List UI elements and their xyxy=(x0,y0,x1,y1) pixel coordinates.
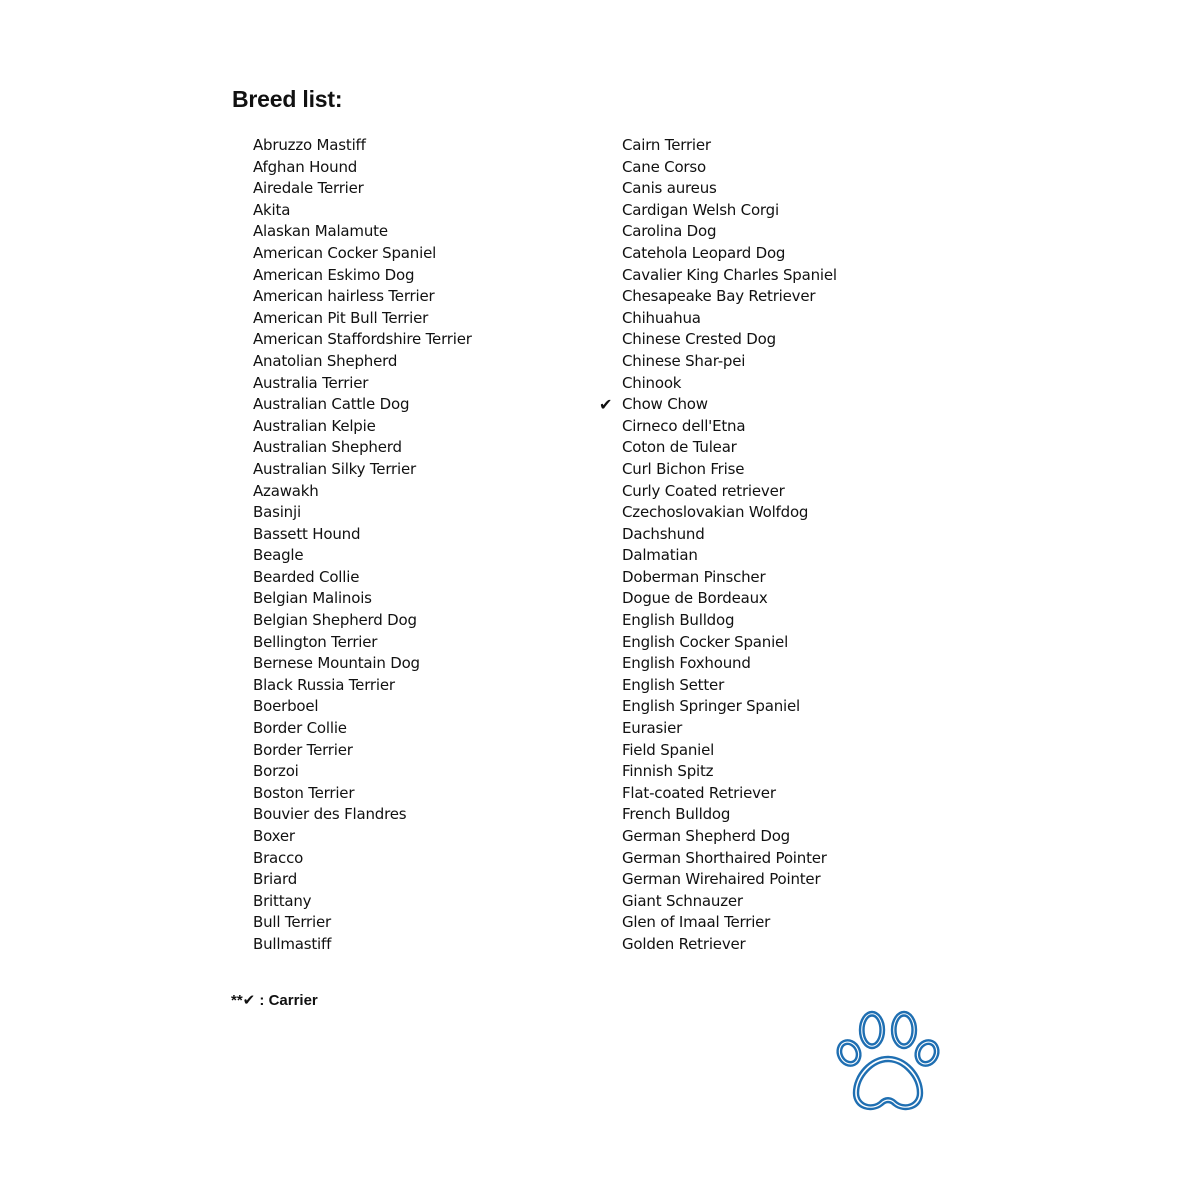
breed-name: American Cocker Spaniel xyxy=(253,243,437,262)
breed-item xyxy=(622,653,837,675)
breed-name: Doberman Pinscher xyxy=(622,567,766,586)
breed-item xyxy=(622,481,837,503)
breed-item xyxy=(622,891,837,913)
breed-name: Coton de Tulear xyxy=(622,438,737,457)
breed-name: Canis aureus xyxy=(622,179,717,198)
breed-name: Airedale Terrier xyxy=(253,179,364,198)
breed-name: Australian Silky Terrier xyxy=(253,459,416,478)
breed-name: Basinji xyxy=(253,503,301,522)
breed-item xyxy=(622,912,837,934)
breed-column-left xyxy=(253,135,472,956)
breed-item xyxy=(622,329,837,351)
breed-name: Boston Terrier xyxy=(253,783,355,802)
breed-name: Czechoslovakian Wolfdog xyxy=(622,503,809,522)
breed-item xyxy=(253,221,472,243)
breed-name: Cardigan Welsh Corgi xyxy=(622,200,779,219)
breed-item xyxy=(622,740,837,762)
breed-name: Boerboel xyxy=(253,697,319,716)
breed-item xyxy=(253,567,472,589)
breed-name: Border Terrier xyxy=(253,740,353,759)
breed-name: American Pit Bull Terrier xyxy=(253,308,429,327)
breed-item xyxy=(622,459,837,481)
breed-item xyxy=(253,934,472,956)
breed-item xyxy=(253,610,472,632)
breed-name: Chesapeake Bay Retriever xyxy=(622,287,816,306)
breed-name: Belgian Malinois xyxy=(253,589,372,608)
breed-item xyxy=(253,675,472,697)
breed-name: English Cocker Spaniel xyxy=(622,632,789,651)
breed-name: Brittany xyxy=(253,891,312,910)
breed-item xyxy=(253,588,472,610)
breed-name: Bassett Hound xyxy=(253,524,361,543)
breed-item xyxy=(253,545,472,567)
breed-name: Curl Bichon Frise xyxy=(622,459,745,478)
breed-item xyxy=(253,243,472,265)
breed-name: Cirneco dell'Etna xyxy=(622,416,746,435)
breed-name: Australia Terrier xyxy=(253,373,369,392)
breed-item xyxy=(253,912,472,934)
breed-item xyxy=(622,265,837,287)
breed-item xyxy=(622,610,837,632)
breed-item xyxy=(253,804,472,826)
breed-name: Bull Terrier xyxy=(253,913,331,932)
breed-name: Cairn Terrier xyxy=(622,136,711,154)
breed-item xyxy=(622,308,837,330)
breed-name: Bearded Collie xyxy=(253,567,360,586)
breed-item xyxy=(622,157,837,179)
breed-item xyxy=(253,373,472,395)
breed-name: Cane Corso xyxy=(622,157,706,176)
breed-name: Akita xyxy=(253,200,291,219)
breed-item xyxy=(622,934,837,956)
breed-name: Chinese Crested Dog xyxy=(622,330,776,349)
page-title: Breed list: xyxy=(232,86,343,112)
breed-name: Chinese Shar-pei xyxy=(622,351,746,370)
breed-name: Abruzzo Mastiff xyxy=(253,136,366,154)
breed-name: Boxer xyxy=(253,827,295,845)
breed-item xyxy=(622,221,837,243)
breed-name: Border Collie xyxy=(253,719,347,738)
breed-item xyxy=(253,308,472,330)
breed-item xyxy=(253,848,472,870)
breed-name: Australian Shepherd xyxy=(253,438,402,457)
breed-item xyxy=(599,394,837,416)
breed-name: Borzoi xyxy=(253,762,299,781)
breed-name: Black Russia Terrier xyxy=(253,675,395,694)
breed-item xyxy=(253,869,472,891)
breed-name: Australian Cattle Dog xyxy=(253,395,410,414)
breed-item xyxy=(253,351,472,373)
breed-name: English Setter xyxy=(622,675,725,694)
breed-item xyxy=(253,394,472,416)
breed-item xyxy=(253,135,472,157)
breed-name: French Bulldog xyxy=(622,805,731,824)
breed-name: Bellington Terrier xyxy=(253,632,378,651)
breed-name: Golden Retriever xyxy=(622,934,746,953)
breed-name: Bernese Mountain Dog xyxy=(253,654,420,673)
breed-name: Curly Coated retriever xyxy=(622,481,785,500)
breed-name: Catehola Leopard Dog xyxy=(622,243,786,262)
breed-item xyxy=(622,675,837,697)
breed-item xyxy=(253,178,472,200)
paw-print-icon xyxy=(832,1005,944,1117)
breed-item xyxy=(622,567,837,589)
breed-item xyxy=(622,632,837,654)
breed-item xyxy=(253,157,472,179)
breed-name: Giant Schnauzer xyxy=(622,891,743,910)
breed-name: German Wirehaired Pointer xyxy=(622,870,821,889)
breed-name: Azawakh xyxy=(253,481,319,500)
breed-item xyxy=(253,416,472,438)
breed-name: Bullmastiff xyxy=(253,934,332,953)
breed-name: Dogue de Bordeaux xyxy=(622,589,768,608)
breed-item xyxy=(253,826,472,848)
breed-item xyxy=(253,459,472,481)
breed-item xyxy=(253,502,472,524)
breed-item xyxy=(253,653,472,675)
breed-item xyxy=(253,524,472,546)
breed-item xyxy=(622,243,837,265)
breed-item xyxy=(253,891,472,913)
breed-item xyxy=(622,804,837,826)
breed-name: Chinook xyxy=(622,373,682,392)
breed-name: Chihuahua xyxy=(622,308,701,327)
breed-item xyxy=(622,286,837,308)
breed-item xyxy=(622,718,837,740)
breed-item xyxy=(253,437,472,459)
breed-name: Belgian Shepherd Dog xyxy=(253,611,417,630)
breed-item xyxy=(253,329,472,351)
breed-name: Field Spaniel xyxy=(622,740,715,759)
breed-item xyxy=(253,718,472,740)
breed-item xyxy=(622,437,837,459)
breed-name: English Bulldog xyxy=(622,611,735,630)
breed-name: Australian Kelpie xyxy=(253,416,376,435)
breed-item xyxy=(253,481,472,503)
breed-name: Finnish Spitz xyxy=(622,762,714,781)
carrier-legend: **✔ : Carrier xyxy=(231,992,318,1009)
breed-item xyxy=(622,373,837,395)
breed-name: Bracco xyxy=(253,848,304,867)
breed-name: Briard xyxy=(253,870,298,889)
breed-item xyxy=(622,416,837,438)
carrier-check-icon: ✔ xyxy=(599,395,613,415)
breed-name: Chow Chow xyxy=(622,395,708,414)
breed-item xyxy=(622,783,837,805)
breed-name: German Shepherd Dog xyxy=(622,827,790,845)
breed-item xyxy=(622,178,837,200)
breed-name: Flat-coated Retriever xyxy=(622,783,776,802)
breed-name: Beagle xyxy=(253,546,304,565)
breed-item xyxy=(622,848,837,870)
breed-name: Glen of Imaal Terrier xyxy=(622,913,771,932)
breed-name: Dachshund xyxy=(622,524,705,543)
breed-item xyxy=(622,761,837,783)
breed-item xyxy=(622,588,837,610)
breed-name: English Foxhound xyxy=(622,654,751,673)
breed-name: Bouvier des Flandres xyxy=(253,805,407,824)
breed-name: Eurasier xyxy=(622,719,683,738)
breed-name: American hairless Terrier xyxy=(253,287,435,306)
breed-name: Carolina Dog xyxy=(622,222,717,241)
breed-item xyxy=(253,696,472,718)
breed-name: German Shorthaired Pointer xyxy=(622,848,827,867)
breed-item xyxy=(622,502,837,524)
breed-item xyxy=(622,696,837,718)
breed-item xyxy=(253,783,472,805)
breed-name: American Eskimo Dog xyxy=(253,265,415,284)
breed-name: Anatolian Shepherd xyxy=(253,351,398,370)
breed-item xyxy=(253,632,472,654)
breed-item xyxy=(253,265,472,287)
breed-item xyxy=(253,761,472,783)
breed-name: Dalmatian xyxy=(622,546,698,565)
breed-item xyxy=(253,286,472,308)
breed-column-right xyxy=(599,135,837,956)
breed-item xyxy=(622,869,837,891)
breed-name: Cavalier King Charles Spaniel xyxy=(622,265,837,284)
breed-item xyxy=(622,524,837,546)
breed-item xyxy=(622,135,837,157)
breed-name: Afghan Hound xyxy=(253,157,358,176)
breed-item xyxy=(622,545,837,567)
breed-item xyxy=(622,826,837,848)
breed-name: Alaskan Malamute xyxy=(253,222,388,241)
breed-name: English Springer Spaniel xyxy=(622,697,801,716)
breed-item xyxy=(622,200,837,222)
breed-name: American Staffordshire Terrier xyxy=(253,330,472,349)
breed-item xyxy=(253,740,472,762)
breed-item xyxy=(622,351,837,373)
breed-item xyxy=(253,200,472,222)
